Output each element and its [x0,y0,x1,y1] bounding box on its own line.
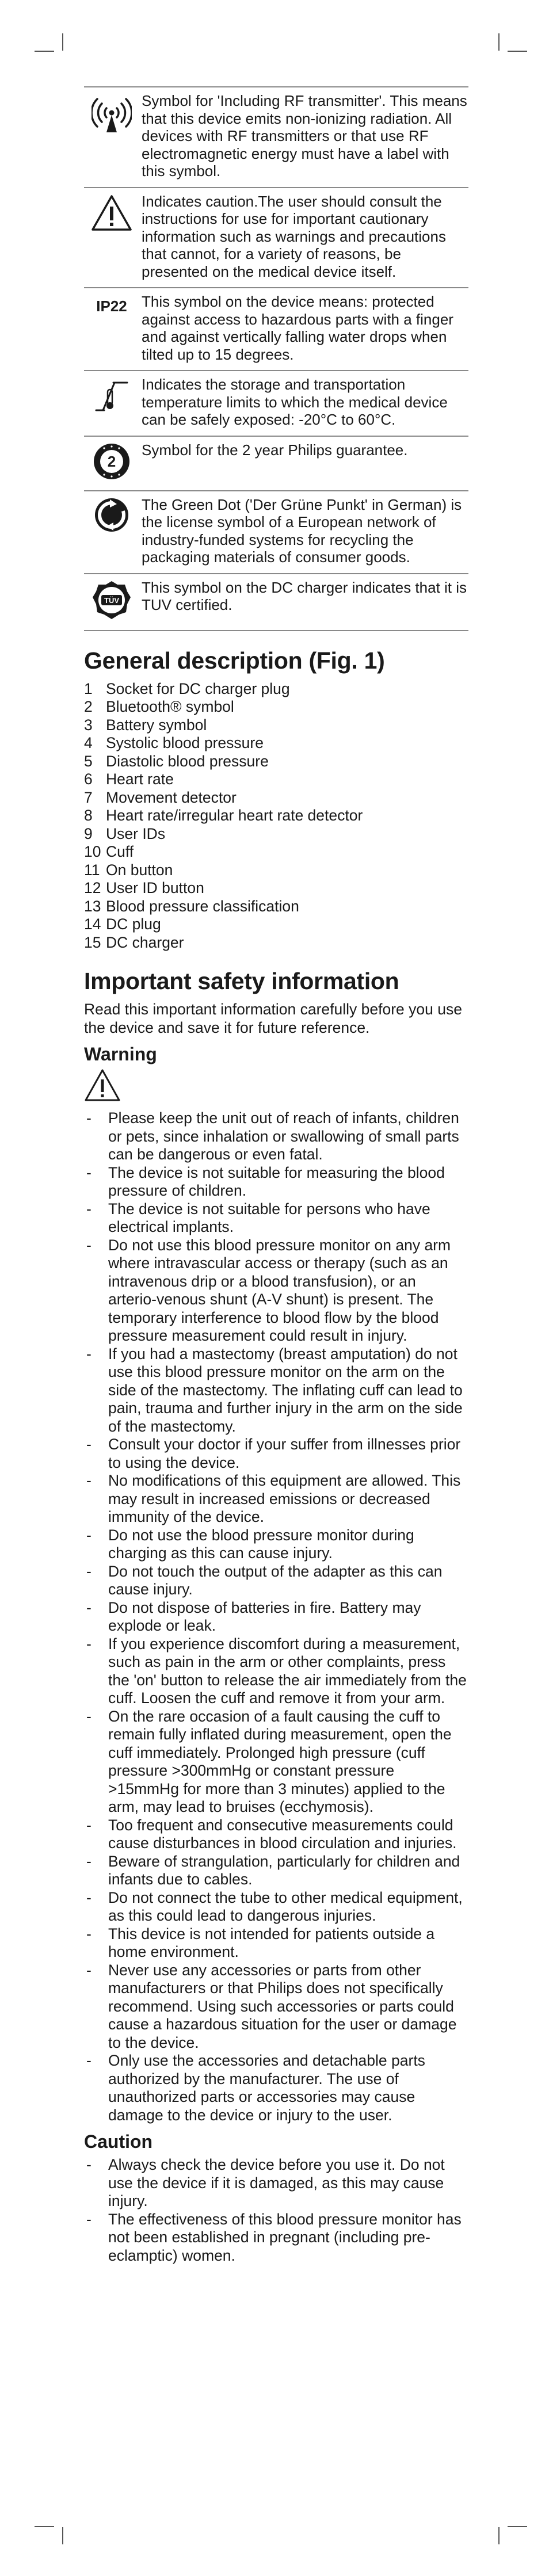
item-text: Battery symbol [106,716,207,734]
list-item [84,1599,468,1635]
item-number: 7 [84,788,93,806]
item-text: Cuff [106,843,134,860]
guarantee-number: 2 [107,452,116,470]
safety-intro: Read this important information carefully before you use the device and save it for future reference. [84,1001,462,1036]
dash-bullet: - [86,1707,92,1725]
symbol-description: Symbol for 'Including RF transmitter'. This means that this device emits non-ionizing radiation. All devices with RF transmitters or that use RF electromagnetic energy must have a label with this symbol. [142,92,467,180]
list-item [84,1816,468,1853]
item-number: 5 [84,752,93,770]
list-item [84,1853,468,1889]
list-item [84,879,468,898]
item-text: DC plug [106,915,161,933]
item-text: Blood pressure classification [106,897,299,915]
list-item [84,1889,468,1925]
dash-bullet: - [86,1598,92,1616]
list-item [84,915,468,934]
item-text: The device is not suitable for persons who have electrical implants. [108,1200,430,1235]
symbol-description: This symbol on the device means: protected against access to hazardous parts with a finger and against vertically falling water drops when tilted up to 15 degrees. [142,293,453,363]
caution-list [84,2156,468,2265]
item-text: Do not connect the tube to other medical equipment, as this could lead to dangerous injuries. [108,1888,463,1924]
item-text: The device is not suitable for measuring the blood pressure of children. [108,1163,445,1199]
item-text: Consult your doctor if your suffer from illnesses prior to using the device. [108,1436,461,1471]
item-text: Do not use this blood pressure monitor on any arm where intravascular access or therapy (such as an intravenous drip or a blood transfusion), or an arterio-venous shunt (A-V shunt) is present. The temporary interference to blood flow by the blood pressure measurement could result in injury. [108,1236,451,1344]
list-item [84,1925,468,1961]
list-item [84,1237,468,1345]
list-item [84,789,468,807]
item-number: 2 [84,698,93,715]
crop-mark-bottom-left-h [35,2526,54,2527]
list-item [84,770,468,789]
list-item [84,716,468,735]
item-text: DC charger [106,933,184,951]
list-item [84,2052,468,2124]
item-text: The effectiveness of this blood pressure monitor has not been established in pregnant (including pre-eclamptic) women. [108,2210,462,2264]
item-text: On the rare occasion of a fault causing the cuff to remain fully inflated during measurement, open the cuff immediately. Prolonged high pressure (cuff pressure >300mmHg or constant pressure >15mmHg for more than 3 minutes) applied to the arm, may lead to bruises (ecchymosis). [108,1707,452,1815]
dash-bullet: - [86,2210,92,2228]
item-number: 12 [84,879,101,896]
temperature-limit-icon [92,377,132,415]
list-item [84,843,468,861]
dash-bullet: - [86,1200,92,1218]
item-text: Bluetooth® symbol [106,698,234,715]
dash-bullet: - [86,1436,92,1453]
symbol-row-green-dot [84,491,468,574]
list-item [84,1563,468,1599]
document-page [84,86,468,2265]
item-text: Heart rate [106,770,174,788]
list-item [84,698,468,716]
dash-bullet: - [86,1562,92,1580]
dash-bullet: - [86,1888,92,1906]
item-text: No modifications of this equipment are allowed. This may result in increased emissions or decreased immunity of the device. [108,1472,461,1525]
list-item [84,680,468,699]
item-text: Heart rate/irregular heart rate detector [106,807,363,824]
general-description-heading: General description (Fig. 1) [84,647,385,674]
crop-mark-top-left-h [35,51,54,52]
list-item [84,1109,468,1164]
list-item [84,753,468,771]
dash-bullet: - [86,1163,92,1181]
symbol-row-tuv [84,574,468,631]
list-item [84,934,468,952]
symbol-row-guarantee [84,436,468,491]
symbol-description: This symbol on the DC charger indicates that it is TUV certified. [142,578,467,613]
safety-heading: Important safety information [84,968,399,994]
warning-heading: Warning [84,1044,157,1064]
item-text: Diastolic blood pressure [106,752,269,770]
general-description-list [84,680,468,952]
list-item [84,1436,468,1472]
symbol-description: Symbol for the 2 year Philips guarantee. [142,441,408,459]
item-text: If you had a mastectomy (breast amputation) do not use this blood pressure monitor on the arm on the side of the mastectomy. The inflating cuff can lead to pain, trauma and further injury in the arm on the side of the mastectomy. [108,1345,463,1435]
item-text: If you experience discomfort during a measurement, such as pain in the arm or other complaints, press the 'on' button to release the air immediately from the cuff. Loosen the cuff and remove it from your arm. [108,1635,467,1707]
item-text: Do not dispose of batteries in fire. Battery may explode or leak. [108,1598,421,1634]
list-item [84,1961,468,2052]
item-number: 6 [84,770,93,788]
item-text: Too frequent and consecutive measurements could cause disturbances in blood circulation and injuries. [108,1816,457,1852]
crop-mark-top-left-v [62,33,63,51]
item-number: 13 [84,897,101,915]
crop-mark-top-right-h [508,51,527,52]
item-text: Never use any accessories or parts from other manufacturers or that Philips does not specifically recommend. Using such accessories or parts could cause a hazardous situation for the user or damage to the device. [108,1961,457,2051]
dash-bullet: - [86,1925,92,1943]
dash-bullet: - [86,1526,92,1544]
symbol-description: Indicates caution.The user should consult the instructions for use for important cautionary information such as warnings and precautions that cannot, for a variety of reasons, be presented on the medical device itself. [142,192,446,280]
dash-bullet: - [86,1961,92,1979]
caution-icon [91,194,132,232]
symbol-description: Indicates the storage and transportation temperature limits to which the medical device can be safely exposed: -20°C to 60°C. [142,376,448,428]
item-text: Do not touch the output of the adapter as this can cause injury. [108,1562,443,1598]
dash-bullet: - [86,1236,92,1254]
caution-heading: Caution [84,2131,153,2152]
item-number: 15 [84,933,101,951]
dash-bullet: - [86,2156,92,2173]
list-item [84,825,468,844]
item-number: 14 [84,915,101,933]
item-text: User IDs [106,825,166,842]
dash-bullet: - [86,1345,92,1363]
crop-mark-bottom-right-h [508,2526,527,2527]
list-item [84,1345,468,1436]
item-number: 11 [84,861,100,879]
item-text: Please keep the unit out of reach of infants, children or pets, since inhalation or swallowing of small parts can be dangerous or even fatal. [108,1109,459,1163]
item-number: 3 [84,716,93,734]
symbol-row-ip22 [84,288,468,371]
tuv-certified-icon [92,580,132,620]
rf-transmitter-icon [92,93,132,133]
list-item [84,898,468,916]
list-item [84,2156,468,2211]
dash-bullet: - [86,1472,92,1489]
item-text: Movement detector [106,788,237,806]
symbol-row-temperature [84,371,468,436]
dash-bullet: - [86,2052,92,2069]
item-text: Do not use the blood pressure monitor during charging as this can cause injury. [108,1526,414,1562]
item-text: Beware of strangulation, particularly for children and infants due to cables. [108,1852,460,1888]
item-text: Only use the accessories and detachable parts authorized by the manufacturer. The use of unauthorized parts or accessories may cause damage to the device or injury to the user. [108,2052,425,2124]
list-item [84,1164,468,1200]
symbols-table [84,86,468,631]
item-number: 1 [84,680,93,697]
list-item [84,1526,468,1563]
tuv-label: TÜV [104,596,119,605]
item-text: Always check the device before you use it. Do not use the device if it is damaged, as this may cause injury. [108,2156,445,2209]
item-text: Socket for DC charger plug [106,680,290,697]
list-item [84,734,468,753]
item-text: Systolic blood pressure [106,734,264,751]
list-item [84,1472,468,1526]
item-number: 10 [84,843,101,860]
symbol-row-rf [84,87,468,188]
list-item [84,2211,468,2265]
dash-bullet: - [86,1109,92,1127]
list-item [84,1635,468,1708]
green-dot-icon [94,497,129,533]
item-number: 9 [84,825,93,842]
symbol-description: The Green Dot ('Der Grüne Punkt' in German) is the license symbol of a European network of industry-funded systems for recycling the packaging materials of consumer goods. [142,495,462,566]
item-text: This device is not intended for patients outside a home environment. [108,1925,435,1960]
item-number: 4 [84,734,93,751]
symbol-row-caution [84,188,468,288]
dash-bullet: - [86,1635,92,1653]
crop-mark-bottom-left-v [62,2527,63,2544]
dash-bullet: - [86,1852,92,1870]
warning-icon [84,1068,121,1102]
item-text: User ID button [106,879,204,896]
crop-mark-bottom-right-v [498,2527,500,2544]
ip22-label: IP22 [96,297,127,315]
list-item [84,807,468,825]
dash-bullet: - [86,1816,92,1834]
list-item [84,861,468,880]
item-text: On button [106,861,173,879]
list-item [84,1200,468,1237]
guarantee-2-year-icon [93,442,131,480]
crop-mark-top-right-v [498,33,500,51]
warning-list [84,1109,468,2124]
list-item [84,1708,468,1816]
item-number: 8 [84,807,93,824]
